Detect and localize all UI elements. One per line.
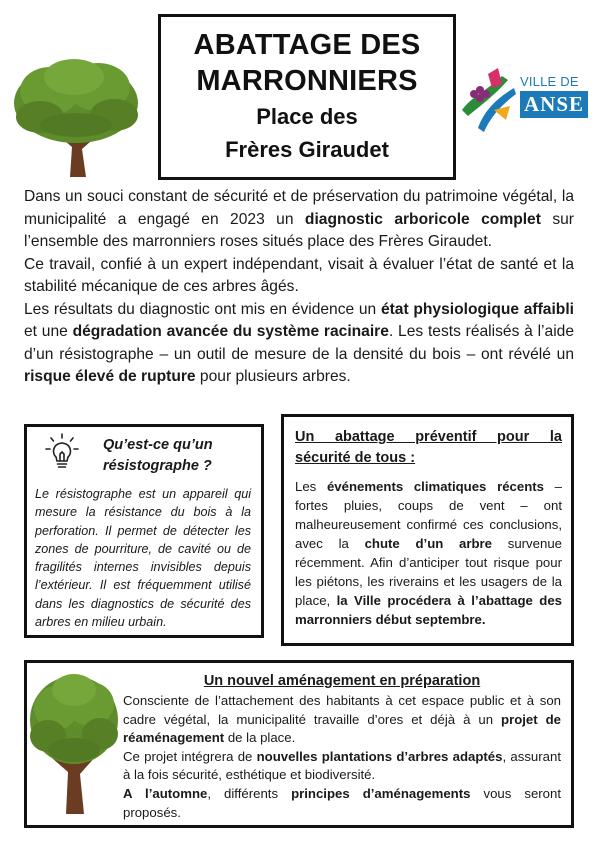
resistograph-title: Qu’est-ce qu’un résistographe ? [103, 437, 213, 474]
project-p2-text: Ce projet intégrera de [123, 748, 257, 764]
project-p1-bold: projet de réaménagement [123, 711, 562, 746]
intro-paragraph-2: Ce travail, confié à un expert indépendant, visait à évaluer l’état de santé et la stabilité mécanique de ces arbres âgés. [24, 255, 574, 295]
tree-icon [26, 672, 122, 814]
project-p3-text-end: vous seront proposés. [123, 785, 562, 820]
project-p2-bold: nouvelles plantations d’arbres adaptés [256, 748, 503, 764]
logo-anse-text: ANSE [520, 91, 588, 118]
safety-text-3: survenue récemment. Afin d’anticiper tout risque pour les piétons, les riverains et les usagers de la place, [295, 536, 562, 608]
page-title-line2: MARRONNIERS [196, 65, 418, 97]
intro-p3-bold-2: dégradation avancée du système racinaire [72, 323, 389, 340]
safety-bold-1: événements climatiques récents [326, 479, 544, 494]
intro-p1-text: Dans un souci constant de sécurité et de préservation du patrimoine végétal, la municipalité a engagé en 2023 un [24, 188, 574, 228]
intro-p3-text-3: . Les tests réalisés à l’aide d’un résistographe – un outil de mesure de la densité du bois – ont révélé un [24, 323, 575, 363]
project-paragraph-2 [123, 748, 561, 785]
page-title-line1: ABATTAGE DES [193, 29, 421, 61]
intro-p1-text-end: sur l’ensemble des marronniers roses situés place des Frères Giraudet. [24, 210, 574, 250]
safety-title-line1: Un abattage préventif pour la [295, 429, 562, 445]
project-p3-bold-2: principes d’aménagements [291, 785, 471, 801]
resistograph-box [24, 424, 264, 638]
project-title: Un nouvel aménagement en préparation [203, 673, 481, 689]
project-p1-text: Consciente de l’attachement des habitants à cet espace public et à son cadre végétal, la municipalité travaille d’ores et déjà à un [123, 693, 561, 727]
tree-icon [10, 55, 142, 177]
logo-ville-de-text: VILLE DE [520, 74, 579, 89]
logo-emblem-icon [458, 66, 520, 136]
page-subtitle-line1: Place des [256, 104, 358, 129]
resistograph-text: Le résistographe est un appareil qui mesure la résistance du bois à la perforation. Il permet de détecter les zones de pourriture, de cavité ou de fragilités internes invisibles depuis l’extérieur. Il est fréquemment utilisé dans les diagnostics de sécurité des arbres en milieu urbain. [35, 487, 251, 630]
intro-p3-text-2: et une [24, 323, 73, 340]
safety-title-line2: sécurité de tous : [295, 450, 416, 466]
safety-box [281, 414, 574, 646]
project-p3-text: , différents [207, 785, 292, 801]
intro-p3-bold-1: état physiologique affaibli [380, 300, 575, 318]
project-paragraph-3 [123, 785, 561, 822]
project-p1-text-end: de la place. [224, 730, 296, 746]
safety-title [295, 427, 562, 469]
intro-text [24, 186, 574, 389]
project-text [123, 692, 561, 822]
intro-p3-text-end: pour plusieurs arbres. [195, 368, 351, 385]
intro-paragraph-3 [24, 299, 574, 389]
project-p3-bold-1: A l’automne [123, 785, 208, 801]
safety-text-2: – fortes pluies, coups de vent – ont malheureusement confirmé ces conclusions, avec la [295, 479, 562, 551]
project-paragraph-1 [123, 692, 561, 748]
intro-p1-bold: diagnostic arboricole complet [304, 210, 541, 228]
safety-text-1: Les [295, 479, 327, 494]
project-p2-text-end: , assurant à la fois sécurité, esthétique et biodiversité. [123, 748, 561, 783]
page-subtitle-line2: Frères Giraudet [225, 137, 389, 162]
title-box [158, 14, 456, 180]
safety-bold-3: la Ville procédera à l’abattage des marronniers début septembre. [295, 593, 562, 627]
intro-p3-text: Les résultats du diagnostic ont mis en évidence un [24, 300, 381, 318]
safety-bold-2: chute d’un arbre [364, 536, 493, 551]
safety-text [295, 477, 562, 629]
ville-de-anse-logo [458, 66, 592, 136]
intro-p3-bold-3: risque élevé de rupture [24, 368, 196, 385]
lightbulb-icon [45, 433, 79, 471]
intro-paragraph-1 [24, 186, 574, 254]
